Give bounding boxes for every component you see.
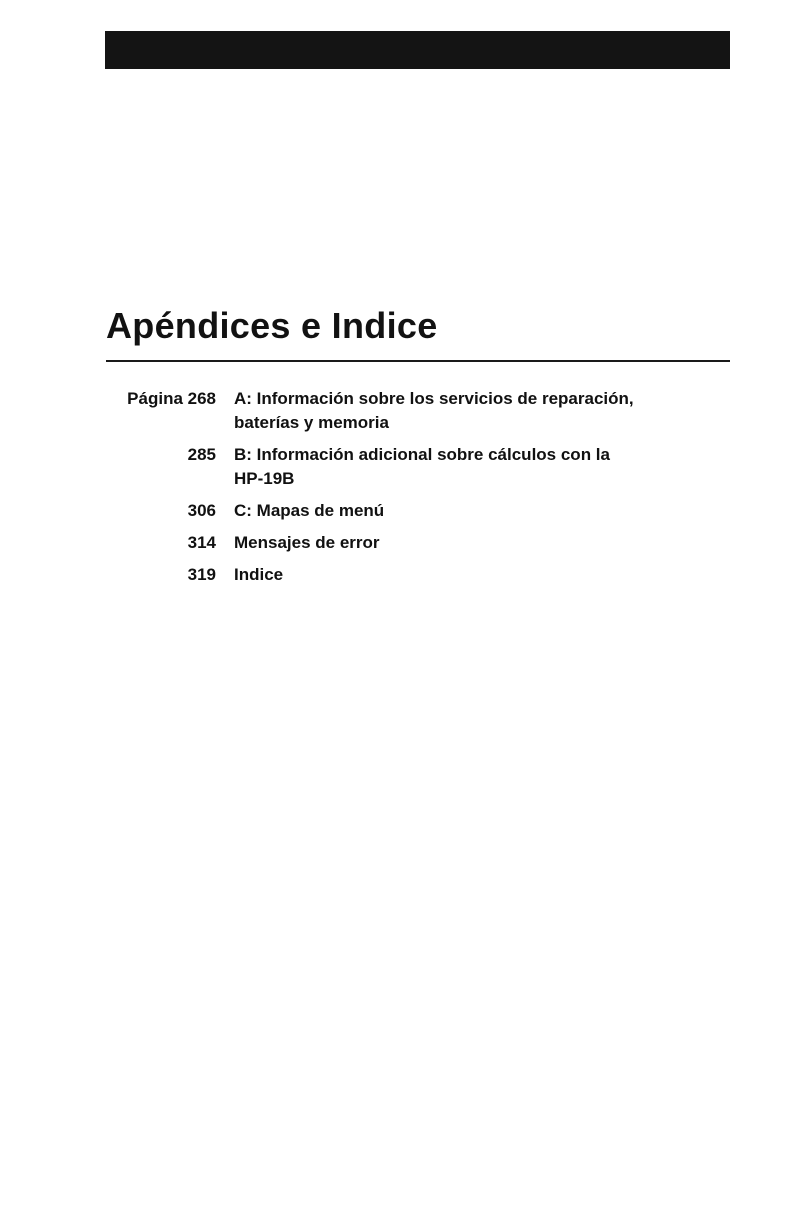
toc-entry-line: B: Información adicional sobre cálculos con la — [234, 445, 610, 464]
toc-entry-title — [234, 499, 714, 523]
toc-entry[interactable] — [106, 443, 730, 491]
toc-entry-line: Mensajes de error — [234, 533, 380, 552]
toc-page-number: Página 268 — [127, 389, 216, 408]
toc-page-number: 306 — [187, 501, 216, 520]
toc-entry-title — [234, 563, 714, 587]
section-title: Apéndices e Indice — [106, 305, 438, 346]
table-of-contents — [106, 387, 730, 595]
toc-entry[interactable] — [106, 531, 730, 555]
toc-entry[interactable] — [106, 387, 730, 435]
toc-page-number: 314 — [187, 533, 216, 552]
toc-entry-line: HP-19B — [234, 469, 295, 488]
title-divider — [106, 360, 730, 362]
toc-entry-line: baterías y memoria — [234, 413, 389, 432]
toc-entry-line: Indice — [234, 565, 284, 584]
toc-page-number: 285 — [187, 445, 216, 464]
header-bar — [105, 31, 730, 69]
toc-entry-title — [234, 531, 714, 555]
toc-entry[interactable] — [106, 563, 730, 587]
toc-entry-title — [234, 443, 714, 491]
toc-entry-line: C: Mapas de menú — [234, 501, 385, 520]
toc-entry-title — [234, 387, 714, 435]
toc-entry-line: A: Información sobre los servicios de reparación, — [234, 389, 634, 408]
toc-page-number: 319 — [187, 565, 216, 584]
toc-entry[interactable] — [106, 499, 730, 523]
